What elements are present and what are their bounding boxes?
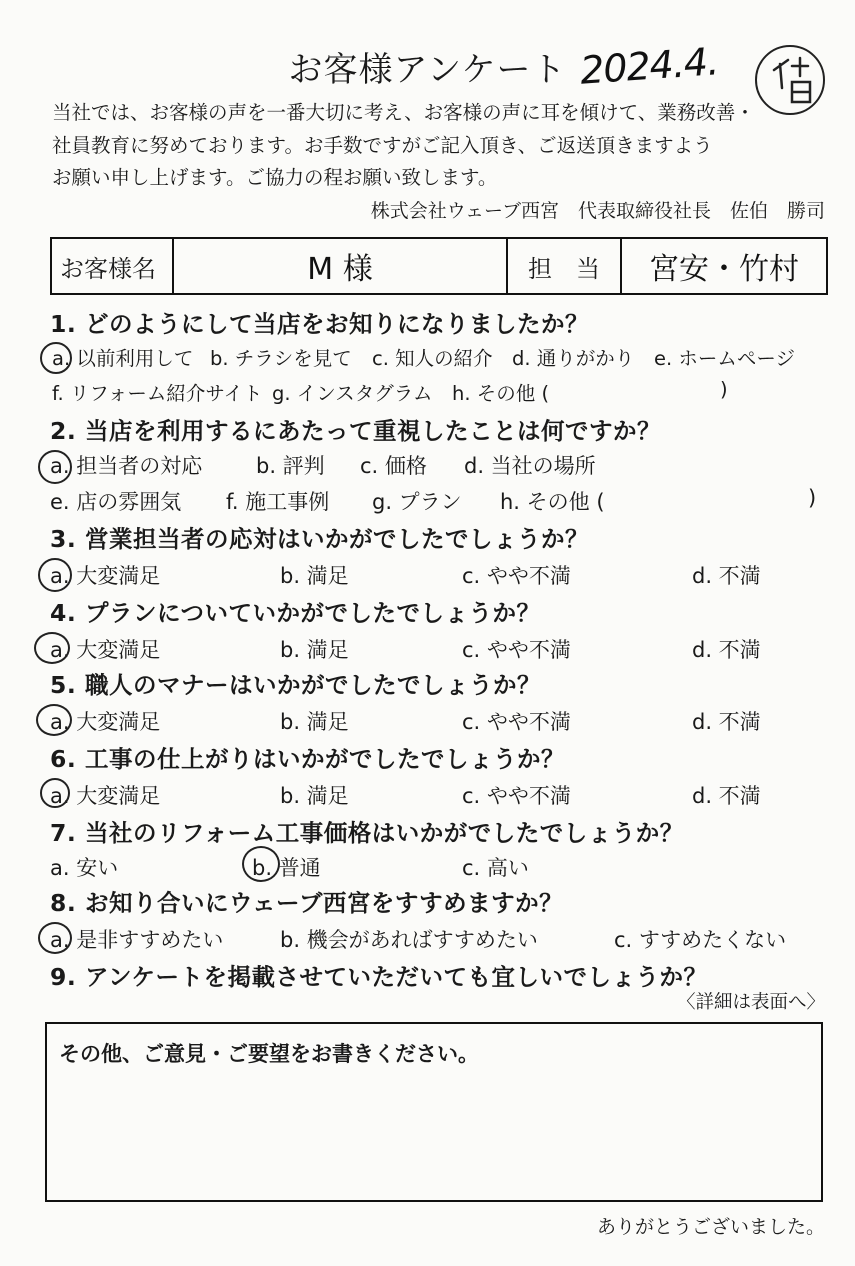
q1-option-b: b. チラシを見て [210, 347, 352, 370]
q3-option-d: d. 不満 [692, 564, 761, 588]
staff-label: 担 当 [507, 238, 621, 294]
q4-option-d: d. 不満 [692, 638, 761, 662]
comment-box[interactable] [45, 1022, 823, 1202]
q6-answer-circle [40, 778, 70, 808]
intro-line-1: 当社では、お客様の声を一番大切に考え、お客様の声に耳を傾けて、業務改善・ [52, 101, 755, 124]
q2-option-b: b. 評判 [256, 454, 325, 478]
intro-line-3: お願い申し上げます。ご協力の程お願い致します。 [52, 166, 498, 189]
q1-option-a: a. 以前利用して [52, 347, 194, 370]
detail-note: 〈詳細は表面へ〉 [676, 992, 825, 1013]
q3-answer-circle [38, 558, 72, 592]
q1-option-h-close: ) [720, 378, 728, 401]
q2-option-a: a. 担当者の対応 [50, 454, 203, 478]
q6-option-c: c. やや不満 [462, 784, 571, 808]
question-6: 6. 工事の仕上がりはいかがでしたでしょうか？ [50, 745, 565, 773]
q8-answer-circle [38, 922, 72, 954]
question-9: 9. アンケートを掲載させていただいても宜しいでしょうか？ [50, 963, 708, 991]
q7-answer-circle [242, 846, 280, 882]
intro-line-2: 社員教育に努めております。お手数ですがご記入頂き、ご返送頂きますよう [52, 134, 713, 157]
q1-option-d: d. 通りがかり [512, 347, 635, 370]
question-7: 7. 当社のリフォーム工事価格はいかがでしたでしょうか？ [50, 819, 684, 847]
q6-option-a: a. 大変満足 [50, 784, 161, 808]
customer-info-table [50, 237, 828, 295]
question-1: 1. どのようにして当店をお知りになりましたか？ [50, 310, 589, 338]
q8-option-c: c. すすめたくない [614, 928, 787, 952]
q5-option-b: b. 満足 [280, 710, 349, 734]
customer-name-label: お客様名 [51, 238, 173, 294]
q6-option-b: b. 満足 [280, 784, 349, 808]
q2-option-h: h. その他 ( [500, 490, 605, 514]
q2-option-c: c. 価格 [360, 454, 427, 478]
q3-option-c: c. やや不満 [462, 564, 571, 588]
q5-option-c: c. やや不満 [462, 710, 571, 734]
question-4: 4. プランについていかがでしたでしょうか？ [50, 599, 541, 627]
q2-option-e: e. 店の雰囲気 [50, 490, 182, 514]
page-title: お客様アンケート [288, 50, 567, 90]
q4-option-c: c. やや不満 [462, 638, 571, 662]
q4-answer-circle [34, 632, 70, 664]
q5-answer-circle [36, 704, 72, 736]
q2-option-h-close: ) [808, 486, 817, 510]
q1-option-e: e. ホームページ [654, 347, 796, 370]
q8-option-a: a. 是非すすめたい [50, 928, 224, 952]
comment-label: その他、ご意見・ご要望をお書きください。 [59, 1042, 479, 1066]
q6-option-d: d. 不満 [692, 784, 761, 808]
question-5: 5. 職人のマナーはいかがでしたでしょうか？ [50, 671, 541, 699]
q3-option-b: b. 満足 [280, 564, 349, 588]
q1-option-h: h. その他 ( [452, 382, 550, 405]
q1-option-f: f. リフォーム紹介サイト [52, 382, 263, 405]
q8-option-b: b. 機会があればすすめたい [280, 928, 538, 952]
question-8: 8. お知り合いにウェーブ西宮をすすめますか？ [50, 889, 564, 917]
q7-option-b: b. 普通 [252, 856, 321, 880]
seal-stamp [752, 42, 828, 118]
question-3: 3. 営業担当者の応対はいかがでしたでしょうか？ [50, 525, 589, 553]
q4-option-a: a. 大変満足 [50, 638, 161, 662]
q2-answer-circle [38, 450, 72, 484]
q5-option-a: a. 大変満足 [50, 710, 161, 734]
q1-option-g: g. インスタグラム [272, 382, 433, 405]
q2-option-d: d. 当社の場所 [464, 454, 596, 478]
handwritten-date: 2024.4. [578, 39, 720, 93]
q7-option-c: c. 高い [462, 856, 529, 880]
q3-option-a: a. 大変満足 [50, 564, 161, 588]
q1-answer-circle [40, 342, 72, 374]
q4-option-b: b. 満足 [280, 638, 349, 662]
q2-option-f: f. 施工事例 [226, 490, 330, 514]
thanks-text: ありがとうございました。 [596, 1216, 825, 1238]
q5-option-d: d. 不満 [692, 710, 761, 734]
company-signature: 株式会社ウェーブ西宮 代表取締役社長 佐伯 勝司 [370, 200, 825, 222]
q7-option-a: a. 安い [50, 856, 119, 880]
q2-option-g: g. プラン [372, 490, 462, 514]
q1-option-c: c. 知人の紹介 [372, 347, 493, 370]
customer-name-value: M 様 [173, 238, 507, 294]
staff-value: 宮安・竹村 [621, 238, 827, 294]
question-2: 2. 当店を利用するにあたって重視したことは何ですか？ [50, 417, 661, 445]
